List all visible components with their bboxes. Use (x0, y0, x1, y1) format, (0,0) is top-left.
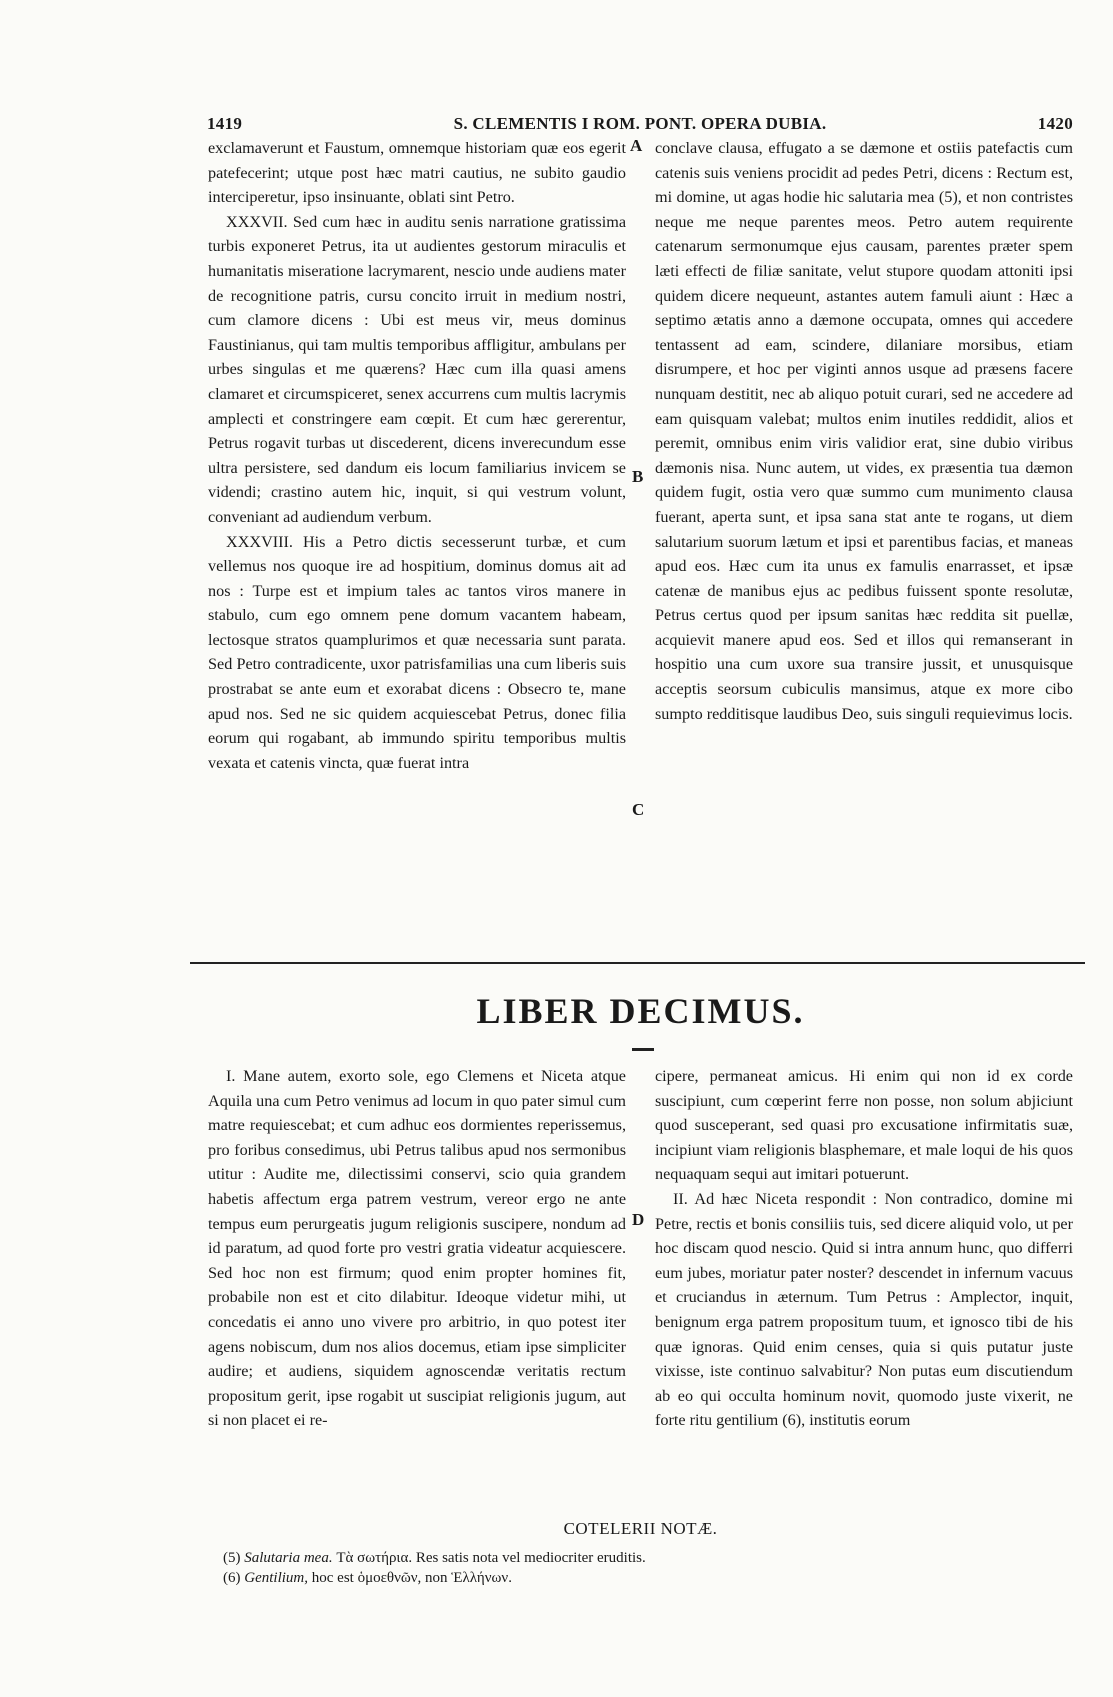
paragraph: conclave clausa, effugato a se dæmone et ostiis patefactis cum catenis suis veniens procidit ad pedes Petri, dicens : Rectum est, mi domine, ut agas hodie hic salutaria mea (5), et non contristes neque me neque parentes meos. Petro autem requirente catenarum sermonumque ejus causam, parentes præter spem læti effecti de filiæ sanitate, velut stupore quodam attoniti ipsi quidem dicere nequeunt, astantes autem famuli aiunt : Hæc a septimo ætatis anno a dæmone occupata, omnes qui accedere tentassent ad eam, scindere, dilaniare morsibus, etiam disrumpere, et hoc per viginti annos usque ad præsens facere nunquam destitit, nec ab aliquo potuit curari, sed ne accedere ad eam quisquam valebat; multos enim inutiles reddidit, alios et peremit, omnibus enim viris validior erat, sine dubio viribus dæmonis nisa. Nunc autem, ut vides, ex præsentia tua dæmon quidem fugit, ostia vero quæ summo cum munimento clausa fuerant, aperta sunt, et ipsa sana stat ante te rogans, ut diem salutarium suorum lætum et ipsi et parentibus facias, et maneas apud eos. Hæc cum ita unus ex famulis enarrasset, et ipsæ catenæ de manibus ejus ac pedibus fuissent sponte resolutæ, Petrus certus quod per ipsum sanitas hæc reddita sit puellæ, acquievit manere apud eos. Sed et illos qui remanserant in hospitio una cum uxore sua transire jussit, et unusquisque acceptis seorsum cubiculis mansimus, atque ex more cibo sumpto redditisque laudibus Deo, suis singuli requievimus locis. (655, 139, 1073, 723)
notes-title: COTELERII NOTÆ. (563, 1519, 718, 1538)
footnote-5 (223, 1548, 1073, 1568)
section-marker-a: A (630, 136, 643, 155)
paragraph-ii: II. Ad hæc Niceta respondit : Non contradico, domine mi Petre, rectis et bonis consiliis tuis, sed dicere aliquid volo, ut per hoc discam quod nescio. Quid si intra annum hunc, quo differri eum jubes, moriatur pater noster? descendet in infernum vacuus et cruciandus in æternum. Tum Petrus : Amplector, inquit, benignum erga patrem propositum tuum, et ignosco tibi de his quæ ignoras. Quid enim censes, quia si quis putatur juste vixisse, iste continuo salvabitur? Non putas eum discutiendum ab eo qui occulta hominum novit, quomodo juste vixerit, ne forte ritu gentilium (6), institutis eorum (655, 1189, 1073, 1430)
paragraph: exclamaverunt et Faustum, omnemque historiam quæ eos egerit patefecerint; utque post hæc matri cautius, ne subito gaudio interciperetur, ipso insinuante, oblati sint Petro. (208, 139, 626, 207)
paragraph-xxxvii: XXXVII. Sed cum hæc in auditu senis narratione gratissima turbis exponeret Petrus, ita ut audientes gestorum miraculis et humanitatis miseratione lacrymarent, nescio unde audiens mater de recognitione patris, cursu concito irruit in medium nostri, cum clamore dicens : Ubi est meus vir, meus dominus Faustinianus, qui tam multis temporibus affligitur, ambulans per urbes singulas et me quærens? Hæc cum illa quasi amens clamaret et circumspiceret, senex accurrens cum multis lacrymis amplecti et constringere eam cœpit. Et cum hæc gererentur, Petrus rogavit turbas ut discederent, dicens inverecundum esse ultra persistere, sed dandum eis locum familiarius invicem se videndi; crastino autem hic, inquit, si qui vestrum volunt, conveniant ad audiendum verbum. (208, 212, 626, 526)
bottom-right-column (655, 1064, 1073, 1433)
footnote-6 (223, 1568, 1073, 1588)
section-marker-d: D (632, 1210, 645, 1229)
section-divider (190, 962, 1085, 964)
left-column-number: 1419 (207, 114, 243, 133)
running-title: S. CLEMENTIS I ROM. PONT. OPERA DUBIA. (453, 114, 827, 133)
footnote-term: Salutaria mea. (244, 1550, 333, 1566)
paragraph-xxxviii: XXXVIII. His a Petro dictis secesserunt turbæ, et cum vellemus nos quoque ire ad hospitium, dominus domus ait ad nos : Turpe est et impium tales ac tantos viros manere in stabulo, cum ego omnem pene domum vacantem habeam, lectosque stratos quamplurimos et quæ necessaria sunt parata. Sed Petro contradicente, uxor patrisfamilias una cum liberis suis prostrabat se ante eum et exorabat dicens : Obsecro te, mane apud nos. Sed ne sic quidem acquiescebat Petrus, donec filia eorum qui rogabant, ab immundo spiritu temporibus multis vexata et catenis vincta, quæ fuerat intra (208, 532, 626, 772)
top-right-column (655, 136, 1073, 726)
footnote-term: Gentilium, (244, 1570, 308, 1586)
title-dash (632, 1048, 654, 1051)
footnotes (223, 1548, 1073, 1588)
book-title: LIBER DECIMUS. (476, 991, 805, 1031)
bottom-left-column (208, 1064, 626, 1433)
paragraph-i: I. Mane autem, exorto sole, ego Clemens et Niceta atque Aquila una cum Petro venimus ad locum in quo pater simul cum matre requiescebat; et cum adhuc eos dormientes reperissemus, pro foribus consedimus, ubi Petrus talibus apud nos sermonibus utitur : Audite me, dilectissimi conservi, scio quia grandem habetis affectum erga patrem vestrum, vereor ergo ne ante tempus eum perurgeatis jugum religionis suscipere, nondum ad id paratum, ad quod forte pro vestri gratia videatur acquiescere. Sed hoc non est firmum; quod enim propter homines fit, probabile non est et cito dilabitur. Ideoque videtur mihi, ut concedatis ei anno uno vivere pro arbitrio, in quo potest iter agens nobiscum, dum nos alios docemus, etiam ipse simpliciter audire; et audiens, siquidem agnoscendæ veritatis rectum propositum gerit, ipse rogabit ut suscipiat religionis jugum, aut si non placet ei re- (208, 1067, 626, 1430)
footnote-number: (6) (223, 1570, 241, 1586)
footnote-number: (5) (223, 1550, 241, 1566)
footnote-text: hoc est ὁμοεθνῶν, non Ἑλλήνων. (311, 1570, 512, 1586)
section-marker-b: B (632, 467, 644, 486)
section-marker-c: C (632, 800, 645, 819)
top-left-column (208, 136, 626, 775)
right-column-number: 1420 (1037, 114, 1073, 133)
footnote-text: Τὰ σωτήρια. Res satis nota vel mediocriter eruditis. (336, 1550, 646, 1566)
running-header (207, 114, 1073, 134)
paragraph: cipere, permaneat amicus. Hi enim qui non id ex corde suscipiunt, cum cœperint ferre non posse, non solum abjiciunt quod susceperant, sed quasi pro excusatione infirmitatis suæ, incipiunt viam religionis blasphemare, et male loqui de his quos nequaquam sequi aut imitari potuerunt. (655, 1067, 1073, 1184)
